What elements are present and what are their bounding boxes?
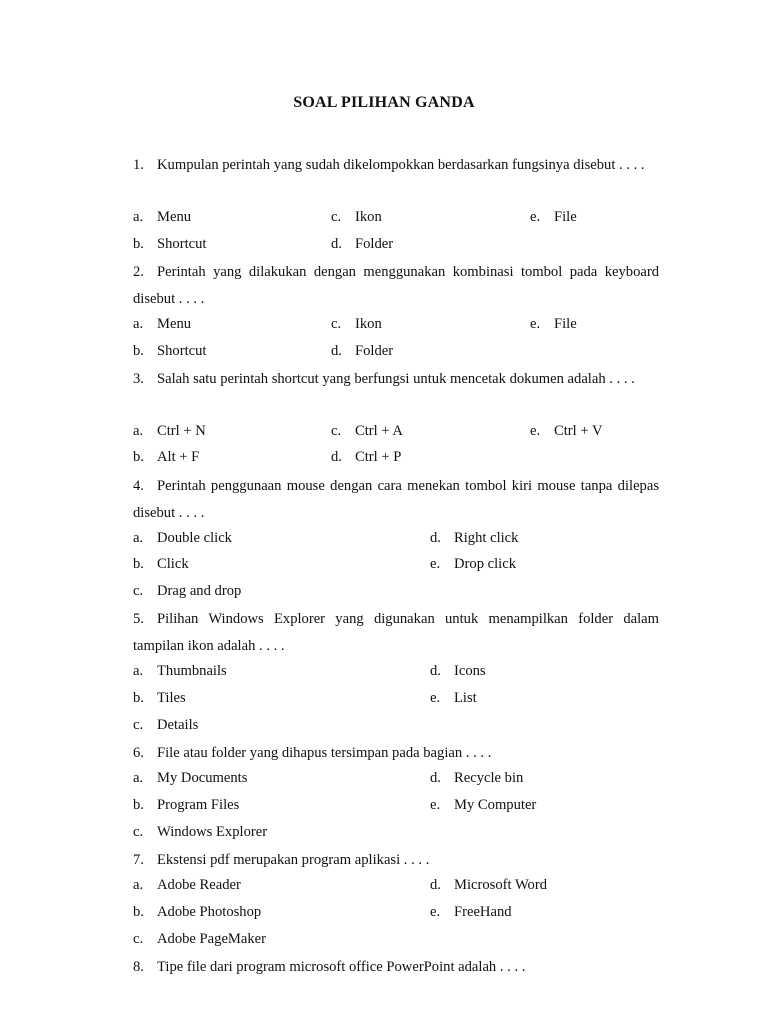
question-text: Salah satu perintah shortcut yang berfungsi untuk mencetak dokumen adalah . . . . bbox=[157, 371, 635, 387]
option-letter: b. bbox=[133, 556, 144, 572]
question-text: Tipe file dari program microsoft office PowerPoint adalah . . . . bbox=[157, 959, 526, 975]
option-1b bbox=[133, 234, 206, 254]
option-letter: b. bbox=[133, 690, 144, 706]
option-5e bbox=[430, 688, 477, 708]
question-3 bbox=[133, 366, 659, 393]
option-text: Shortcut bbox=[157, 343, 207, 359]
option-7d bbox=[430, 875, 547, 895]
option-text: Adobe Photoshop bbox=[157, 904, 262, 920]
option-5a bbox=[133, 661, 227, 681]
option-letter: d. bbox=[331, 236, 342, 252]
option-letter: d. bbox=[430, 770, 441, 786]
option-1a bbox=[133, 207, 191, 227]
question-number: 2. bbox=[133, 264, 144, 280]
option-2b bbox=[133, 341, 206, 361]
option-text: Ctrl + A bbox=[355, 423, 403, 439]
question-number: 7. bbox=[133, 852, 144, 868]
option-text: Tiles bbox=[157, 690, 186, 706]
option-text: Menu bbox=[157, 316, 192, 332]
question-4 bbox=[133, 473, 659, 527]
option-5d bbox=[430, 661, 486, 681]
option-letter: e. bbox=[430, 556, 441, 572]
question-7 bbox=[133, 847, 659, 874]
question-text: Perintah yang dilakukan dengan menggunakan kombinasi tombol pada keyboard disebut . . . . bbox=[133, 264, 659, 307]
option-5c bbox=[133, 715, 198, 735]
question-number: 4. bbox=[133, 478, 144, 494]
option-text: Shortcut bbox=[157, 236, 207, 252]
option-text: Ikon bbox=[355, 316, 382, 332]
option-7e bbox=[430, 902, 512, 922]
question-2 bbox=[133, 259, 659, 313]
option-4e bbox=[430, 554, 516, 574]
option-text: Ctrl + N bbox=[157, 423, 206, 439]
option-letter: e. bbox=[430, 904, 441, 920]
option-text: Program Files bbox=[157, 797, 240, 813]
option-text: Adobe Reader bbox=[157, 877, 241, 893]
option-6d bbox=[430, 768, 523, 788]
option-7c bbox=[133, 929, 266, 949]
option-text: Folder bbox=[355, 343, 394, 359]
option-4d bbox=[430, 528, 518, 548]
option-letter: c. bbox=[331, 316, 342, 332]
option-2c bbox=[331, 314, 382, 334]
option-text: File bbox=[554, 209, 577, 225]
option-text: Menu bbox=[157, 209, 192, 225]
option-6b bbox=[133, 795, 239, 815]
option-text: Adobe PageMaker bbox=[157, 931, 267, 947]
option-3c bbox=[331, 421, 403, 441]
option-4a bbox=[133, 528, 232, 548]
option-letter: b. bbox=[133, 449, 144, 465]
option-text: Right click bbox=[454, 530, 519, 546]
option-letter: c. bbox=[133, 824, 144, 840]
option-text: Thumbnails bbox=[157, 663, 227, 679]
question-text: Kumpulan perintah yang sudah dikelompokkan berdasarkan fungsinya disebut . . . . bbox=[157, 157, 645, 173]
option-letter: d. bbox=[430, 530, 441, 546]
question-text: Ekstensi pdf merupakan program aplikasi . . . . bbox=[157, 852, 430, 868]
option-text: Windows Explorer bbox=[157, 824, 268, 840]
option-letter: d. bbox=[430, 663, 441, 679]
option-letter: d. bbox=[430, 877, 441, 893]
option-5b bbox=[133, 688, 186, 708]
question-text: Perintah penggunaan mouse dengan cara menekan tombol kiri mouse tanpa dilepas disebut . . . . bbox=[133, 478, 659, 521]
option-text: Details bbox=[157, 717, 199, 733]
option-letter: a. bbox=[133, 877, 144, 893]
question-number: 8. bbox=[133, 959, 144, 975]
option-letter: b. bbox=[133, 904, 144, 920]
option-7a bbox=[133, 875, 241, 895]
option-4b bbox=[133, 554, 189, 574]
option-text: List bbox=[454, 690, 477, 706]
option-letter: a. bbox=[133, 530, 144, 546]
question-8 bbox=[133, 954, 659, 981]
question-number: 6. bbox=[133, 745, 144, 761]
option-1e bbox=[530, 207, 577, 227]
option-text: Ikon bbox=[355, 209, 382, 225]
option-2e bbox=[530, 314, 577, 334]
option-letter: d. bbox=[331, 449, 342, 465]
option-letter: c. bbox=[331, 423, 342, 439]
question-number: 1. bbox=[133, 157, 144, 173]
option-letter: e. bbox=[530, 316, 541, 332]
option-3b bbox=[133, 447, 199, 467]
question-1 bbox=[133, 152, 659, 179]
option-6a bbox=[133, 768, 247, 788]
option-letter: b. bbox=[133, 343, 144, 359]
option-text: Microsoft Word bbox=[454, 877, 547, 893]
question-text: Pilihan Windows Explorer yang digunakan untuk menampilkan folder dalam tampilan ikon adalah . . . . bbox=[133, 611, 659, 654]
option-letter: a. bbox=[133, 316, 144, 332]
option-text: Drop click bbox=[454, 556, 517, 572]
option-6c bbox=[133, 822, 267, 842]
option-text: FreeHand bbox=[454, 904, 512, 920]
question-6 bbox=[133, 740, 659, 767]
option-letter: c. bbox=[331, 209, 342, 225]
question-number: 5. bbox=[133, 611, 144, 627]
option-text: My Computer bbox=[454, 797, 537, 813]
option-letter: e. bbox=[430, 690, 441, 706]
option-text: Click bbox=[157, 556, 189, 572]
page-title: SOAL PILIHAN GANDA bbox=[293, 94, 475, 111]
option-1d bbox=[331, 234, 393, 254]
option-text: Drag and drop bbox=[157, 583, 242, 599]
option-1c bbox=[331, 207, 382, 227]
option-2d bbox=[331, 341, 393, 361]
option-text: Double click bbox=[157, 530, 232, 546]
question-text: File atau folder yang dihapus tersimpan pada bagian . . . . bbox=[157, 745, 492, 761]
option-letter: a. bbox=[133, 663, 144, 679]
option-text: Folder bbox=[355, 236, 394, 252]
option-letter: c. bbox=[133, 717, 144, 733]
option-6e bbox=[430, 795, 536, 815]
option-text: Icons bbox=[454, 663, 486, 679]
option-letter: c. bbox=[133, 931, 144, 947]
option-letter: c. bbox=[133, 583, 144, 599]
option-4c bbox=[133, 581, 241, 601]
question-5 bbox=[133, 606, 659, 660]
option-3a bbox=[133, 421, 206, 441]
option-letter: e. bbox=[530, 423, 541, 439]
option-text: Ctrl + V bbox=[554, 423, 603, 439]
option-3d bbox=[331, 447, 401, 467]
option-letter: a. bbox=[133, 423, 144, 439]
question-number: 3. bbox=[133, 371, 144, 387]
option-text: Alt + F bbox=[157, 449, 200, 465]
option-text: Ctrl + P bbox=[355, 449, 402, 465]
option-text: My Documents bbox=[157, 770, 248, 786]
option-text: File bbox=[554, 316, 577, 332]
option-letter: a. bbox=[133, 209, 144, 225]
option-7b bbox=[133, 902, 261, 922]
option-2a bbox=[133, 314, 191, 334]
option-3e bbox=[530, 421, 603, 441]
option-letter: a. bbox=[133, 770, 144, 786]
option-text: Recycle bin bbox=[454, 770, 524, 786]
option-letter: e. bbox=[430, 797, 441, 813]
option-letter: e. bbox=[530, 209, 541, 225]
option-letter: d. bbox=[331, 343, 342, 359]
option-letter: b. bbox=[133, 236, 144, 252]
option-letter: b. bbox=[133, 797, 144, 813]
